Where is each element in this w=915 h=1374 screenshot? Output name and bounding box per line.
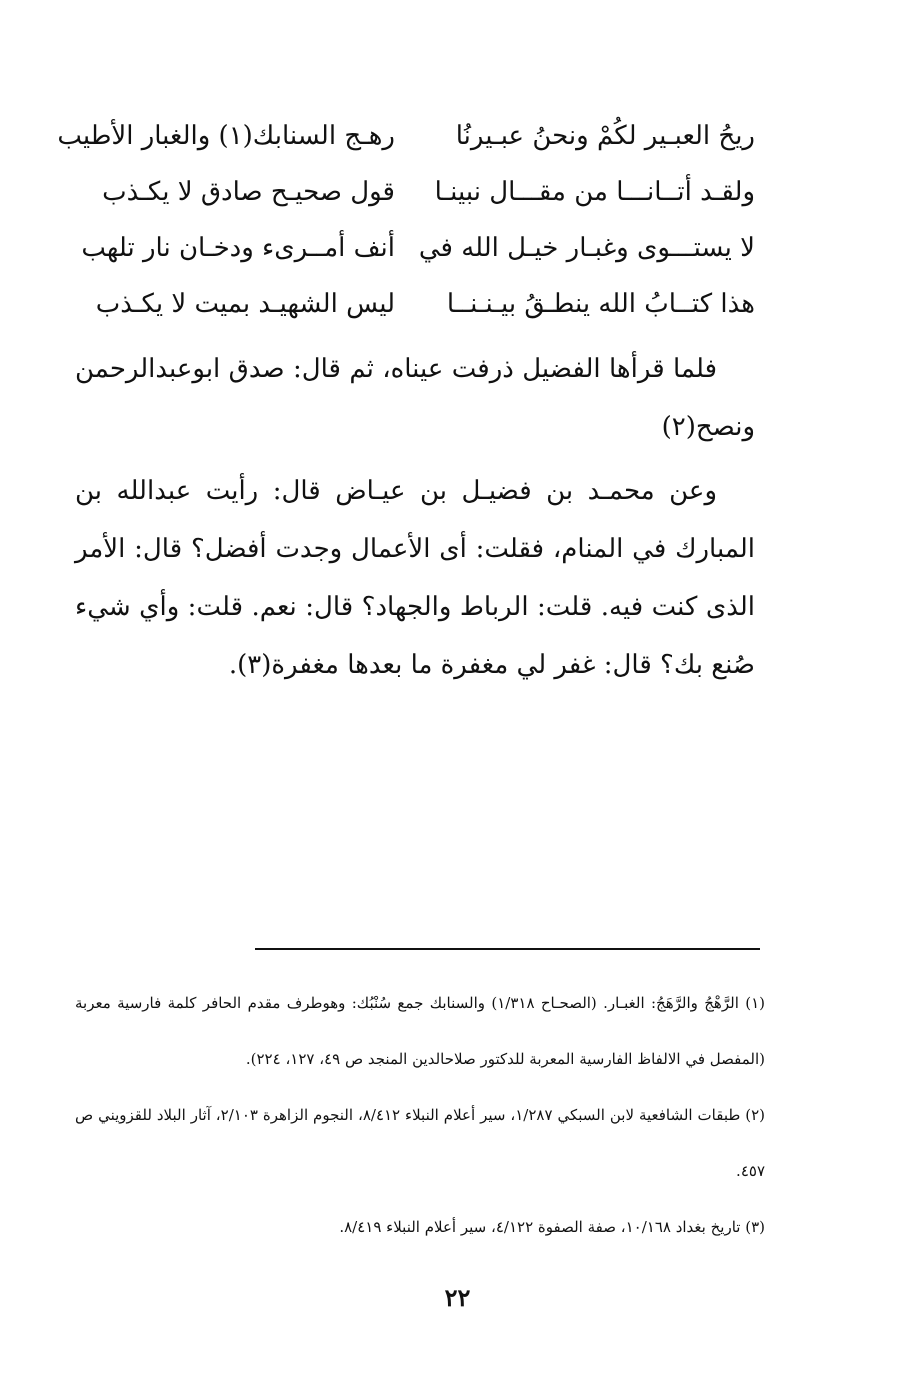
verse-second-hemistich: ليس الشهيـد بميت لا يكـذب — [95, 289, 395, 319]
prose-paragraph: وعن محمـد بن فضيـل بن عيـاض قال: رأيت عبدالله بن المبارك في المنام، فقلت: أى الأعمال وجدت أفضل؟ قال: الأمر الذى كنت فيه. قلت: الرباط والجهاد؟ قال: نعم. قلت: وأي شيء صُنع بك؟ قال: غفر لي مغفرة ما بعدها مغفرة(٣). — [75, 476, 755, 680]
poem-verse — [75, 276, 755, 332]
poem-verse — [75, 220, 755, 276]
footnote: (٢) طبقات الشافعية لابن السبكي ١/٢٨٧، سير أعلام النبلاء ٨/٤١٢، النجوم الزاهرة ٢/١٠٣، آثار البلاد للقزويني ص ٤٥٧. — [75, 1106, 766, 1180]
poem-verse — [57, 108, 755, 164]
footnotes-block — [75, 975, 765, 1255]
prose-paragraph: فلما قرأها الفضيل ذرفت عيناه، ثم قال: صدق ابوعبدالرحمن ونصح(٢) — [75, 354, 755, 442]
verse-second-hemistich: قول صحيـح صادق لا يكـذب — [102, 177, 395, 207]
footnote: (٣) تاريخ بغداد ١٠/١٦٨، صفة الصفوة ٤/١٢٢، سير أعلام النبلاء ٨/٤١٩. — [339, 1218, 765, 1236]
prose-block — [75, 340, 755, 700]
verse-first-hemistich: لا يستـــوى وغبـار خيـل الله في — [418, 233, 755, 263]
verse-second-hemistich: رهـج السنابك(١) والغبار الأطيب — [57, 121, 395, 151]
verse-first-hemistich: هذا كتــابُ الله ينطـقُ بيـنـنــا — [446, 289, 755, 319]
poem-block — [57, 108, 755, 332]
verse-first-hemistich: ولقـد أتــانـــا من مقـــال نبينـا — [434, 177, 755, 207]
verse-first-hemistich: ريحُ العبـير لكُمْ ونحنُ عبـيرنُا — [455, 121, 755, 151]
footnote: (١) الرَّهْجُ والرَّهَجُ: الغبـار. (الصحـاح ١/٣١٨) والسنابك جمع سُنْبُك: وهوطرف مقدم الحافر كلمة فارسية معربة (المفصل في الالفاظ الفارسية المعربة للدكتور صلاحالدين المنجد ص ٤٩، ١٢٧، ٢٢٤). — [75, 994, 765, 1068]
page-number: ٢٢ — [444, 1283, 471, 1312]
verse-second-hemistich: أنف أمــرىء ودخـان نار تلهب — [81, 233, 395, 263]
poem-verse — [75, 164, 755, 220]
footnote-separator — [255, 948, 760, 950]
